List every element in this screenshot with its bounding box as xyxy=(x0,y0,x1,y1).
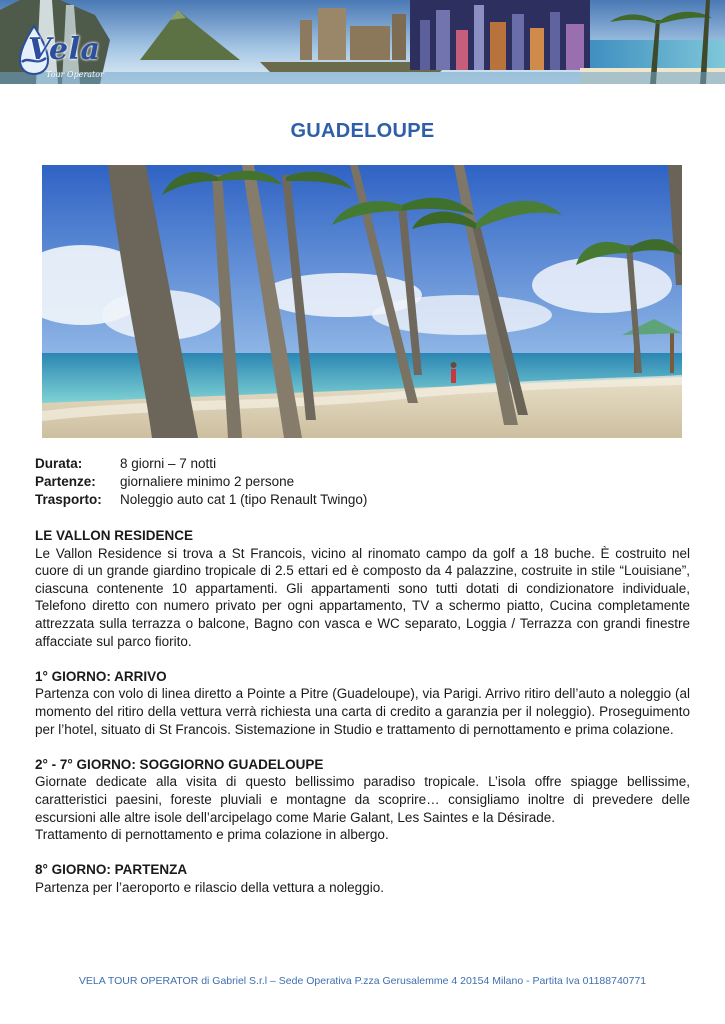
info-label: Durata: xyxy=(35,456,83,471)
trip-info xyxy=(35,455,367,509)
info-row-partenze xyxy=(35,473,367,491)
section-day-1 xyxy=(35,668,690,738)
info-label: Trasporto: xyxy=(35,492,102,507)
info-row-trasporto xyxy=(35,491,367,509)
beach-illustration xyxy=(42,165,682,438)
logo-tagline: Tour Operator xyxy=(46,70,104,79)
info-value: 8 giorni – 7 notti xyxy=(120,456,217,471)
info-value: giornaliere minimo 2 persone xyxy=(120,474,295,489)
section-paragraph: Partenza per l’aeroporto e rilascio della vettura a noleggio. xyxy=(35,879,384,895)
section-residence xyxy=(35,527,690,650)
info-row-durata xyxy=(35,455,367,473)
section-paragraph: Le Vallon Residence si trova a St Francois, vicino al rinomato campo da golf a 18 buche. È costruito nel cuore di un grande giardino tropicale di 2.5 ettari ed è composto da 4 palazzine, costruite in stile “Louisiane”, ciascuna contenente 10 appartamenti. Gli appartamenti sono tutti dotati di condizionatore individuale, Telefono diretto con numero privato per ogni appartamento, TV a schermo piatto, Cucina completamente attrezzata sulla terrazza o balcone, Bagno con vasca e WC separato, Loggia / Terrazza con grandi finestre affacciate sul parco fiorito. xyxy=(35,545,690,649)
section-heading: 2° - 7° GIORNO: SOGGIORNO GUADELOUPE xyxy=(35,756,324,772)
section-heading: LE VALLON RESIDENCE xyxy=(35,528,194,543)
section-paragraph: Giornate dedicate alla visita di questo bellissimo paradiso tropicale. L’isola offre spiagge bellissime, caratteristici paesini, foreste pluviali e montagne da scoprire… consigliamo inoltre di prevedere delle escursioni alle altre isole dell’arcipelago come Marie Galant, Les Saintes e la Désirade. xyxy=(35,774,690,825)
footer-company-info: VELA TOUR OPERATOR di Gabriel S.r.l – Sede Operativa P.zza Gerusalemme 4 20154 Milano - Partita Iva 01188740771 xyxy=(78,975,647,987)
info-value: Noleggio auto cat 1 (tipo Renault Twingo) xyxy=(120,492,368,507)
section-day-2-7 xyxy=(35,756,690,844)
palm-beach-photo xyxy=(42,165,682,438)
section-paragraph: Partenza con volo di linea diretto a Pointe a Pitre (Guadeloupe), via Parigi. Arrivo ritiro dell’auto a noleggio (al momento del ritiro della vettura verrà richiesta una carta di credito a garanzia per il noleggio). Proseguimento per l’hotel, situato di St Francois. Sistemazione in Studio e trattamento di pernottamento e prima colazione. xyxy=(35,686,690,737)
section-heading: 1° GIORNO: ARRIVO xyxy=(35,668,167,684)
itinerary-content xyxy=(35,527,690,914)
logo-name: Vela xyxy=(28,32,101,67)
logo[interactable] xyxy=(6,20,126,84)
header-banner xyxy=(0,0,725,84)
info-label: Partenze: xyxy=(35,474,96,489)
section-paragraph: Trattamento di pernottamento e prima colazione in albergo. xyxy=(35,827,389,843)
section-heading: 8° GIORNO: PARTENZA xyxy=(35,862,188,878)
page-title: GUADELOUPE xyxy=(290,120,435,142)
section-day-8 xyxy=(35,861,690,896)
